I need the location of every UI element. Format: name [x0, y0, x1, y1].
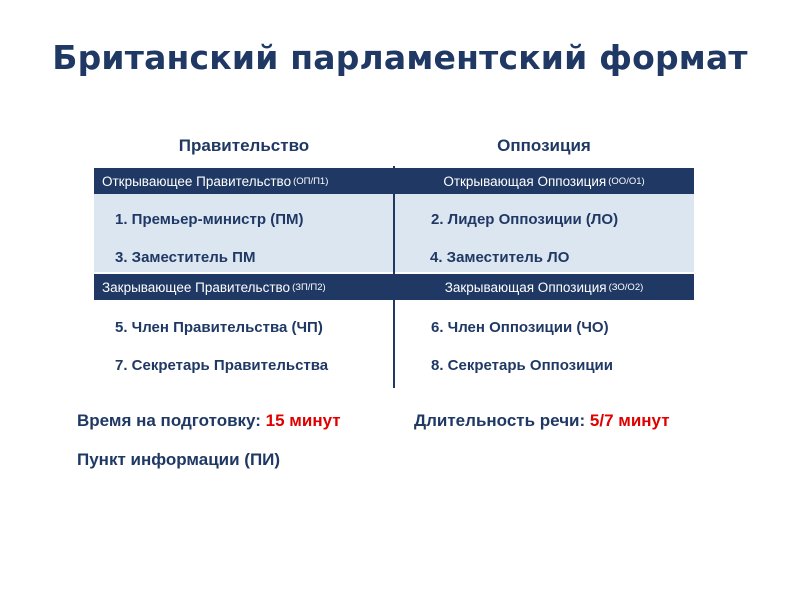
poi-line: Пункт информации (ПИ) — [77, 450, 281, 469]
column-heading-government: Правительство — [178, 136, 310, 155]
role-opposition-member: 6. Член Оппозиции (ЧО) — [431, 319, 609, 336]
speech-length-line — [414, 411, 670, 431]
page-title: Британский парламентский формат — [52, 38, 748, 77]
role-deputy-lo: 4. Заместитель ЛО — [430, 249, 570, 266]
closing-government-header — [94, 274, 394, 300]
prep-time-label: Время на подготовку: — [77, 411, 266, 430]
closing-government-code: (ЗП/П2) — [292, 281, 326, 293]
prep-time-value: 15 минут — [265, 411, 341, 430]
opening-opposition-header — [394, 168, 694, 194]
closing-opposition-code: (ЗО/О2) — [608, 281, 644, 293]
role-government-whip: 7. Секретарь Правительства — [115, 357, 329, 374]
role-deputy-pm: 3. Заместитель ПМ — [115, 249, 256, 266]
opening-government-label: Открывающее Правительство — [102, 173, 292, 189]
opening-government-code: (ОП/П1) — [293, 175, 329, 187]
prep-time-line — [77, 411, 341, 431]
speech-length-label: Длительность речи: — [414, 411, 590, 430]
role-prime-minister: 1. Премьер-министр (ПМ) — [115, 211, 304, 228]
opening-opposition-label: Открывающая Оппозиция — [443, 173, 607, 189]
closing-government-label: Закрывающее Правительство — [102, 279, 291, 295]
column-heading-opposition: Оппозиция — [497, 136, 591, 155]
opening-government-header — [94, 168, 394, 194]
role-leader-of-opposition: 2. Лидер Оппозиции (ЛО) — [431, 211, 619, 228]
closing-opposition-label: Закрывающая Оппозиция — [444, 279, 607, 295]
role-opposition-whip: 8. Секретарь Оппозиции — [431, 357, 613, 374]
speech-length-value: 5/7 минут — [589, 411, 670, 430]
column-divider — [393, 166, 395, 388]
opening-opposition-code: (ОО/О1) — [608, 175, 645, 187]
role-government-member: 5. Член Правительства (ЧП) — [115, 319, 323, 336]
closing-opposition-header — [394, 274, 694, 300]
